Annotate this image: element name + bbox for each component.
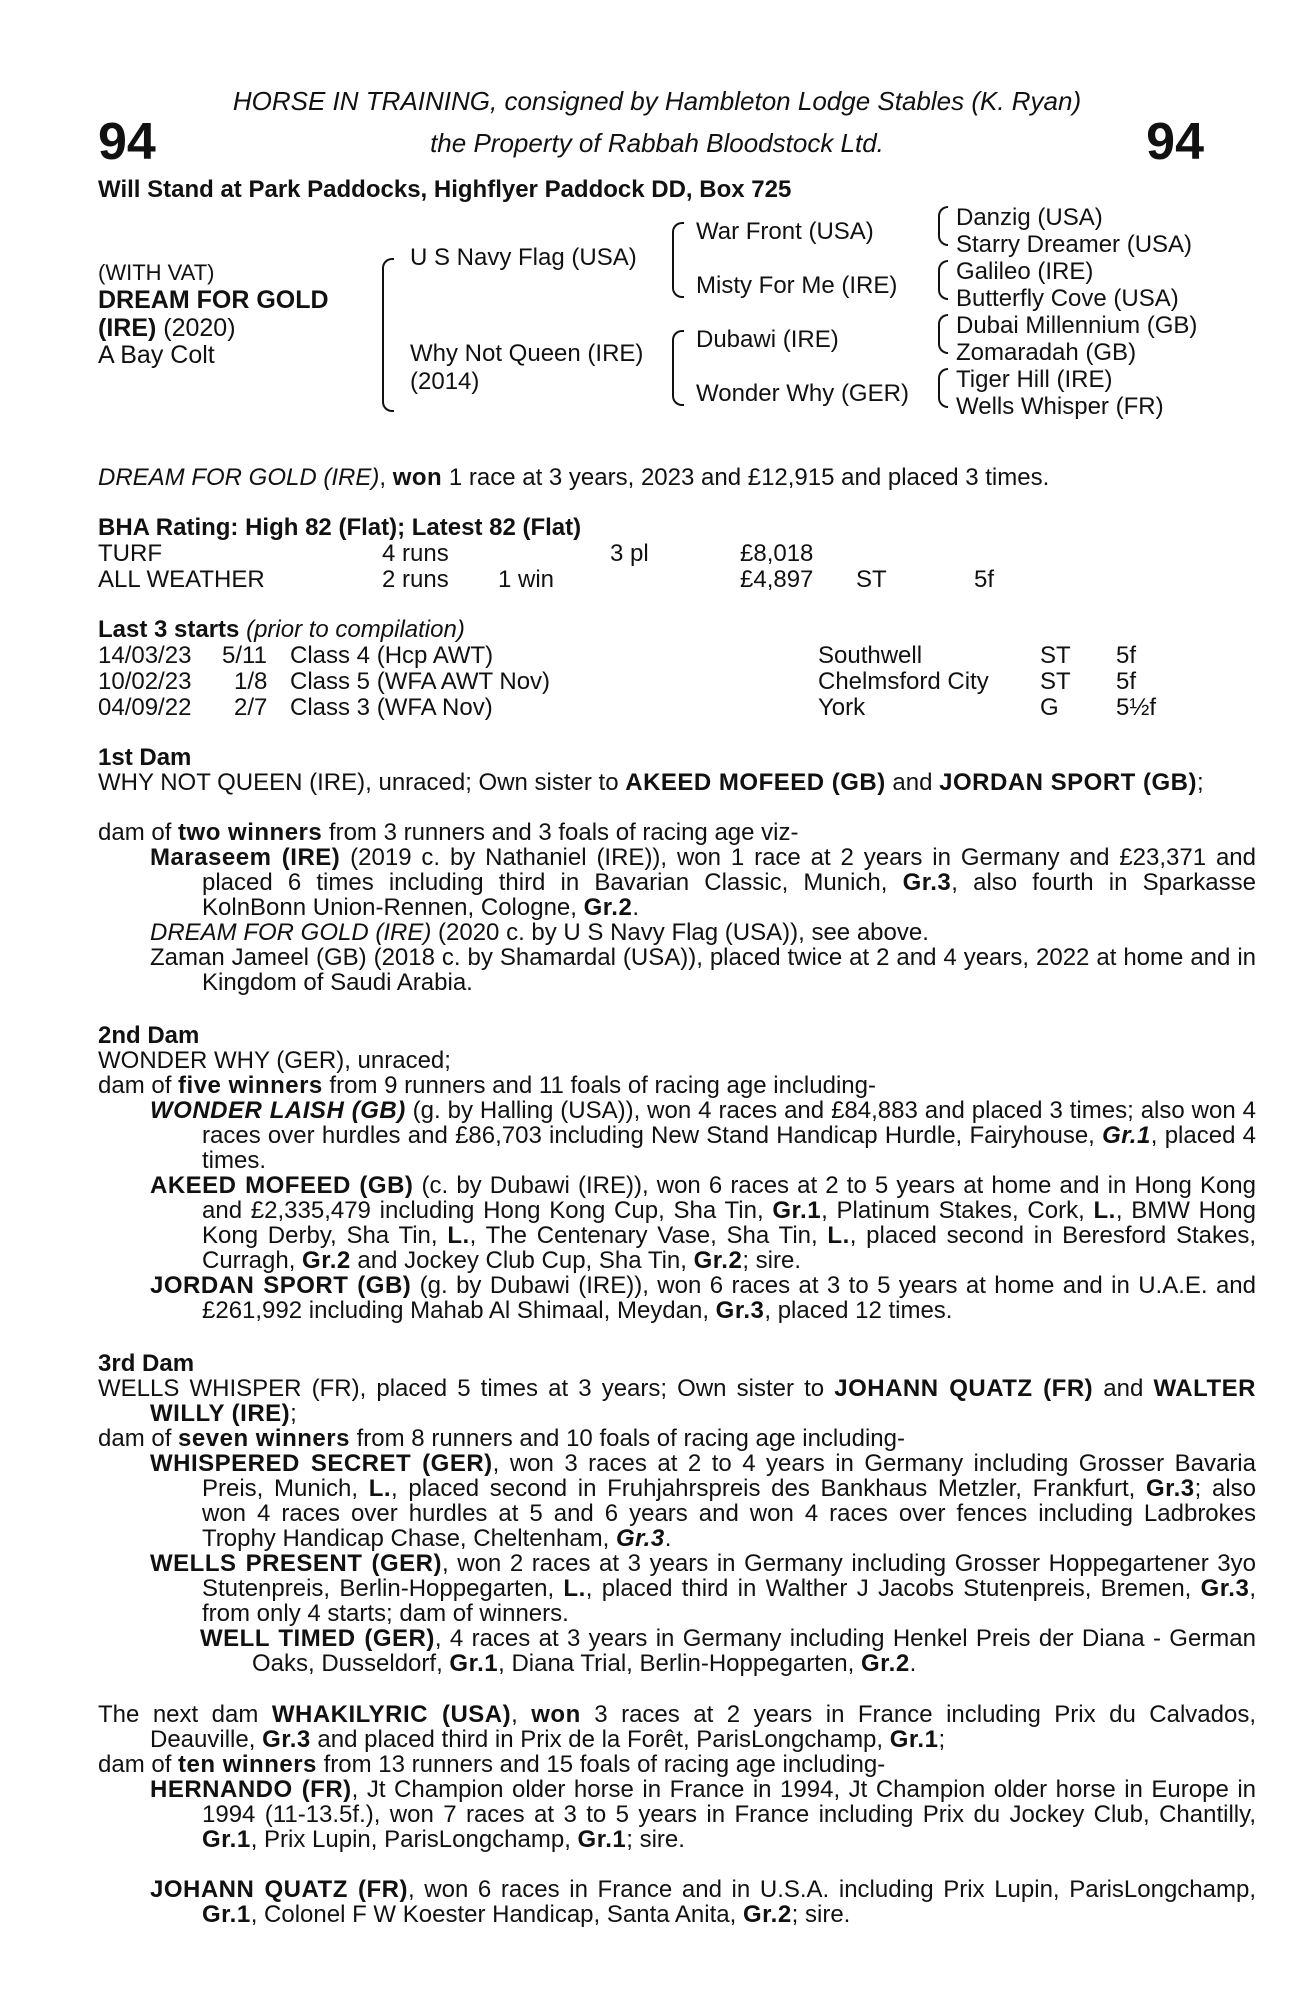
bha-rating-title: BHA Rating: High 82 (Flat); Latest 82 (Flat) (98, 514, 582, 541)
dam1-produce-dream-for-gold: DREAM FOR GOLD (IRE) (2020 c. by U S Navy Flag (USA)), see above. (150, 919, 929, 946)
dam3-title: 3rd Dam (98, 1350, 195, 1377)
start-going: ST (1040, 642, 1071, 669)
dam1-description: WHY NOT QUEEN (IRE), unraced; Own sister to AKEED MOFEED (GB) and JORDAN SPORT (GB); (98, 769, 1204, 796)
pedigree-dam-year: (2014) (410, 368, 480, 395)
bha-going: ST (856, 566, 887, 593)
start-date: 10/02/23 (98, 668, 192, 695)
dam2-produce-wonder-laish: WONDER LAISH (GB) (g. by Halling (USA)), won 4 races and £84,883 and placed 3 times; also won 4 races over hurdles and £86,703 including New Stand Handicap Hurdle, Fairyhouse, Gr.1, placed 4 times. (150, 1097, 1257, 1174)
horse-name: DREAM FOR GOLD (98, 286, 329, 314)
pedigree-brace-3 (938, 314, 948, 354)
start-distance: 5f (1116, 642, 1137, 669)
next-dam-produce-summary: dam of ten winners from 13 runners and 15 foals of racing age including- (98, 1751, 886, 1778)
start-course: Chelmsford City (818, 668, 989, 695)
pedigree-dds: Tiger Hill (IRE) (956, 366, 1113, 393)
bha-prize: £4,897 (740, 566, 814, 593)
bha-surface: ALL WEATHER (98, 566, 265, 593)
start-position: 2/7 (234, 694, 268, 721)
start-race: Class 4 (Hcp AWT) (290, 642, 494, 669)
dam2-title: 2nd Dam (98, 1022, 200, 1049)
bha-runs: 4 runs (382, 540, 449, 567)
dam2-produce-jordan-sport: JORDAN SPORT (GB) (g. by Dubawi (IRE)), won 6 races at 3 to 5 years at home and in U.A.E. and £261,992 including Mahab Al Shimaal, Meydan, Gr.3, placed 12 times. (150, 1272, 1257, 1324)
pedigree-sire-dam: Misty For Me (IRE) (696, 272, 898, 299)
start-course: Southwell (818, 642, 923, 669)
stand-location: Will Stand at Park Paddocks, Highflyer Paddock DD, Box 725 (98, 176, 792, 203)
pedigree-brace-sire (672, 222, 684, 298)
bha-distance: 5f (974, 566, 995, 593)
dam3-produce-wells-present: WELLS PRESENT (GER), won 2 races at 3 years in Germany including Grosser Hoppegartener 3yo Stutenpreis, Berlin-Hoppegarten, L., placed third in Walther J Jacobs Stutenpreis, Bremen, Gr.3, from only 4 starts; dam of winners. (150, 1550, 1257, 1627)
dam1-produce-maraseem: Maraseem (IRE) (2019 c. by Nathaniel (IRE)), won 1 race at 2 years in Germany and £23,371 and placed 6 times including third in Bavarian Classic, Munich, Gr.3, also fourth in Sparkasse KolnBonn Union-Rennen, Cologne, Gr.2. (150, 844, 1256, 921)
start-position: 5/11 (222, 642, 267, 669)
pedigree-sds: Galileo (IRE) (956, 258, 1094, 285)
dam3-produce-summary: dam of seven winners from 8 runners and 10 foals of racing age including- (98, 1425, 905, 1452)
dam3-produce-whispered-secret: WHISPERED SECRET (GER), won 3 races at 2 to 4 years in Germany including Grosser Bavaria Preis, Munich, L., placed second in Fruhjahrspreis des Bankhaus Metzler, Frankfurt, Gr.3; also won 4 races over hurdles at 5 and 6 years and won 4 races over fences including Ladbrokes Trophy Handicap Chase, Cheltenham, Gr.3. (150, 1450, 1257, 1552)
vat-note: (WITH VAT) (98, 260, 215, 285)
pedigree-sss: Danzig (USA) (956, 204, 1103, 231)
pedigree-dss: Dubai Millennium (GB) (956, 312, 1198, 339)
dam2-produce-akeed-mofeed: AKEED MOFEED (GB) (c. by Dubawi (IRE)), won 6 races at 2 to 5 years at home and in Hong Kong and £2,335,479 including Hong Kong Cup, Sha Tin, Gr.1, Platinum Stakes, Cork, L., BMW Hong Kong Derby, Sha Tin, L., The Centenary Vase, Sha Tin, L., placed second in Beresford Stakes, Curragh, Gr.2 and Jockey Club Cup, Sha Tin, Gr.2; sire. (150, 1172, 1257, 1274)
consignment-line: HORSE IN TRAINING, consigned by Hambleton Lodge Stables (K. Ryan) (232, 86, 1082, 116)
start-going: G (1040, 694, 1059, 721)
bha-surface: TURF (98, 540, 162, 567)
last-starts-title: Last 3 starts (prior to compilation) (98, 616, 465, 643)
next-dam-produce-hernando: HERNANDO (FR), Jt Champion older horse in France in 1994, Jt Champion older horse in Europe in 1994 (11-13.5f.), won 7 races at 3 to 5 years in France including Prix du Jockey Club, Chantilly, Gr.1, Prix Lupin, ParisLongchamp, Gr.1; sire. (150, 1776, 1256, 1853)
pedigree-dam-sire: Dubawi (IRE) (696, 326, 839, 353)
dam1-title: 1st Dam (98, 744, 192, 771)
horse-description: A Bay Colt (98, 341, 215, 369)
start-date: 04/09/22 (98, 694, 192, 721)
lot-number-left: 94 (98, 113, 156, 171)
dam1-produce-zaman-jameel: Zaman Jameel (GB) (2018 c. by Shamardal (USA)), placed twice at 2 and 4 years, 2022 at home and in Kingdom of Saudi Arabia. (150, 944, 1256, 996)
lot-number-right: 94 (1146, 113, 1204, 171)
pedigree-brace-dam (672, 330, 684, 406)
pedigree-sire: U S Navy Flag (USA) (410, 244, 637, 271)
bha-runs: 2 runs (382, 566, 449, 593)
pedigree-brace-1 (938, 206, 948, 246)
bha-prize: £8,018 (740, 540, 814, 567)
dam2-description: WONDER WHY (GER), unraced; (98, 1047, 451, 1074)
race-summary: DREAM FOR GOLD (IRE), won 1 race at 3 years, 2023 and £12,915 and placed 3 times. (98, 464, 1050, 491)
pedigree-sdd: Butterfly Cove (USA) (956, 285, 1179, 312)
pedigree-ssd: Starry Dreamer (USA) (956, 231, 1193, 258)
start-position: 1/8 (234, 668, 268, 695)
dam3-grandproduce-well-timed: WELL TIMED (GER), 4 races at 3 years in Germany including Henkel Preis der Diana - German Oaks, Dusseldorf, Gr.1, Diana Trial, Berlin-Hoppegarten, Gr.2. (200, 1625, 1256, 1677)
next-dam-produce-johann-quatz: JOHANN QUATZ (FR), won 6 races in France and in U.S.A. including Prix Lupin, ParisLongchamp, Gr.1, Colonel F W Koester Handicap, Santa Anita, Gr.2; sire. (150, 1876, 1256, 1928)
start-course: York (818, 694, 866, 721)
pedigree-brace-4 (938, 368, 948, 408)
dam3-description: WELLS WHISPER (FR), placed 5 times at 3 years; Own sister to JOHANN QUATZ (FR) and WALTER WILLY (IRE); (98, 1375, 1256, 1427)
dam2-produce-summary: dam of five winners from 9 runners and 11 foals of racing age including- (98, 1072, 876, 1099)
pedigree-dsd: Zomaradah (GB) (956, 339, 1137, 366)
property-line: the Property of Rabbah Bloodstock Ltd. (430, 128, 884, 158)
start-distance: 5½f (1116, 694, 1157, 721)
pedigree-dam: Why Not Queen (IRE) (410, 340, 644, 367)
pedigree-sire-sire: War Front (USA) (696, 218, 874, 245)
pedigree-ddd: Wells Whisper (FR) (956, 393, 1164, 420)
dam1-produce-summary: dam of two winners from 3 runners and 3 foals of racing age viz- (98, 819, 799, 846)
start-distance: 5f (1116, 668, 1137, 695)
next-dam-description: The next dam WHAKILYRIC (USA), won 3 races at 2 years in France including Prix du Calvados, Deauville, Gr.3 and placed third in Prix de la Forêt, ParisLongchamp, Gr.1; (98, 1701, 1256, 1753)
pedigree-dam-dam: Wonder Why (GER) (696, 380, 909, 407)
start-going: ST (1040, 668, 1071, 695)
start-race: Class 3 (WFA Nov) (290, 694, 493, 721)
horse-name-line2: (IRE) (2020) (98, 314, 236, 342)
start-date: 14/03/23 (98, 642, 192, 669)
bha-placed: 3 pl (610, 540, 649, 567)
pedigree-brace-main (382, 258, 394, 412)
bha-wins: 1 win (498, 566, 555, 593)
start-race: Class 5 (WFA AWT Nov) (290, 668, 551, 695)
pedigree-brace-2 (938, 260, 948, 300)
